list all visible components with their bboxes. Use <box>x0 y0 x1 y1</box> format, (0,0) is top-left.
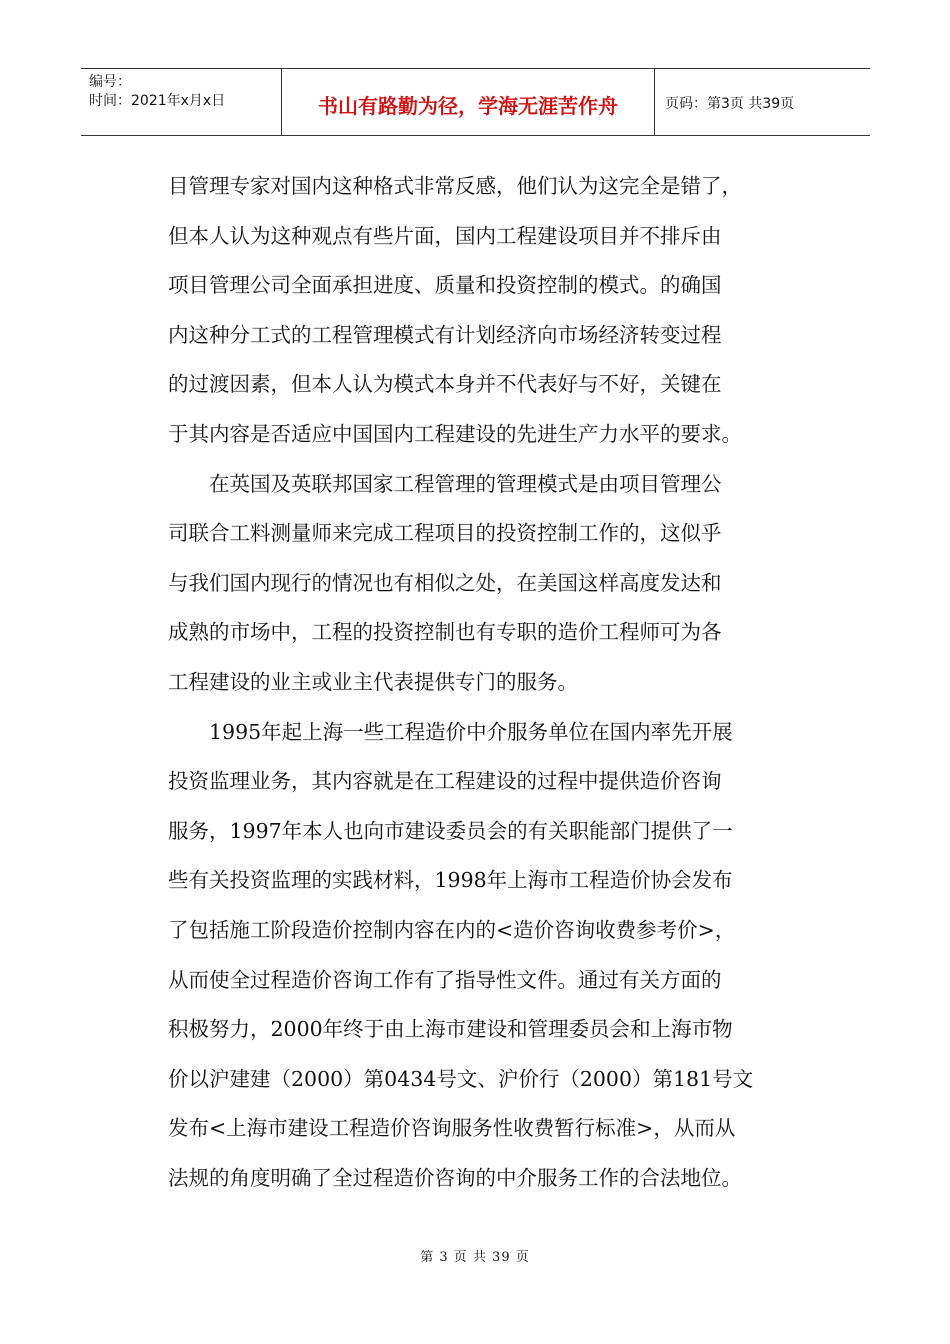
header-table <box>81 68 870 136</box>
body-line: 但本人认为这种观点有些片面，国内工程建设项目并不排斥由 <box>168 223 722 248</box>
body-line: 投资监理业务，其内容就是在工程建设的过程中提供造价咨询 <box>168 769 722 794</box>
body-line: 于其内容是否适应中国国内工程建设的先进生产力水平的要求。 <box>168 421 742 446</box>
body-line: 从而使全过程造价咨询工作有了指导性文件。通过有关方面的 <box>168 967 722 992</box>
body-line: 成熟的市场中，工程的投资控制也有专职的造价工程师可为各 <box>168 620 722 645</box>
footer-page-number: 第 3 页 共 39 页 <box>420 1250 530 1265</box>
body-line: 法规的角度明确了全过程造价咨询的中介服务工作的合法地位。 <box>168 1165 742 1190</box>
header-meta-cell <box>81 69 282 135</box>
body-line: 内这种分工式的工程管理模式有计划经济向市场经济转变过程 <box>168 322 722 347</box>
body-line: 工程建设的业主或业主代表提供专门的服务。 <box>168 669 578 694</box>
body-line: 司联合工料测量师来完成工程项目的投资控制工作的，这似乎 <box>168 521 722 546</box>
header-page-info: 页码：第3页 共39页 <box>665 96 795 112</box>
body-line: 服务，1997年本人也向市建设委员会的有关职能部门提供了一 <box>168 818 733 843</box>
document-number-label: 编号： <box>89 74 131 90</box>
body-line: 项目管理公司全面承担进度、质量和投资控制的模式。的确国 <box>168 273 722 298</box>
document-body <box>168 162 788 1203</box>
header-motto-cell <box>282 69 655 135</box>
body-line: 价以沪建建（2000）第0434号文、沪价行（2000）第181号文 <box>168 1066 754 1091</box>
body-line: 些有关投资监理的实践材料，1998年上海市工程造价协会发布 <box>168 868 733 893</box>
document-time-label: 时间：2021年x月x日 <box>89 93 226 109</box>
header-motto: 书山有路勤为径，学海无涯苦作舟 <box>318 93 618 118</box>
body-line: 的过渡因素，但本人认为模式本身并不代表好与不好，关键在 <box>168 372 722 397</box>
body-line: 积极努力，2000年终于由上海市建设和管理委员会和上海市物 <box>168 1017 733 1042</box>
body-line: 在英国及英联邦国家工程管理的管理模式是由项目管理公 <box>168 471 722 496</box>
page-footer <box>0 1246 950 1265</box>
body-line: 1995年起上海一些工程造价中介服务单位在国内率先开展 <box>168 719 733 744</box>
header-page-cell <box>655 69 870 135</box>
body-line: 发布<上海市建设工程造价咨询服务性收费暂行标准>，从而从 <box>168 1116 736 1141</box>
body-line: 了包括施工阶段造价控制内容在内的<造价咨询收费参考价>， <box>168 917 736 942</box>
body-line: 目管理专家对国内这种格式非常反感，他们认为这完全是错了， <box>168 174 742 198</box>
body-line: 与我们国内现行的情况也有相似之处，在美国这样高度发达和 <box>168 570 722 595</box>
